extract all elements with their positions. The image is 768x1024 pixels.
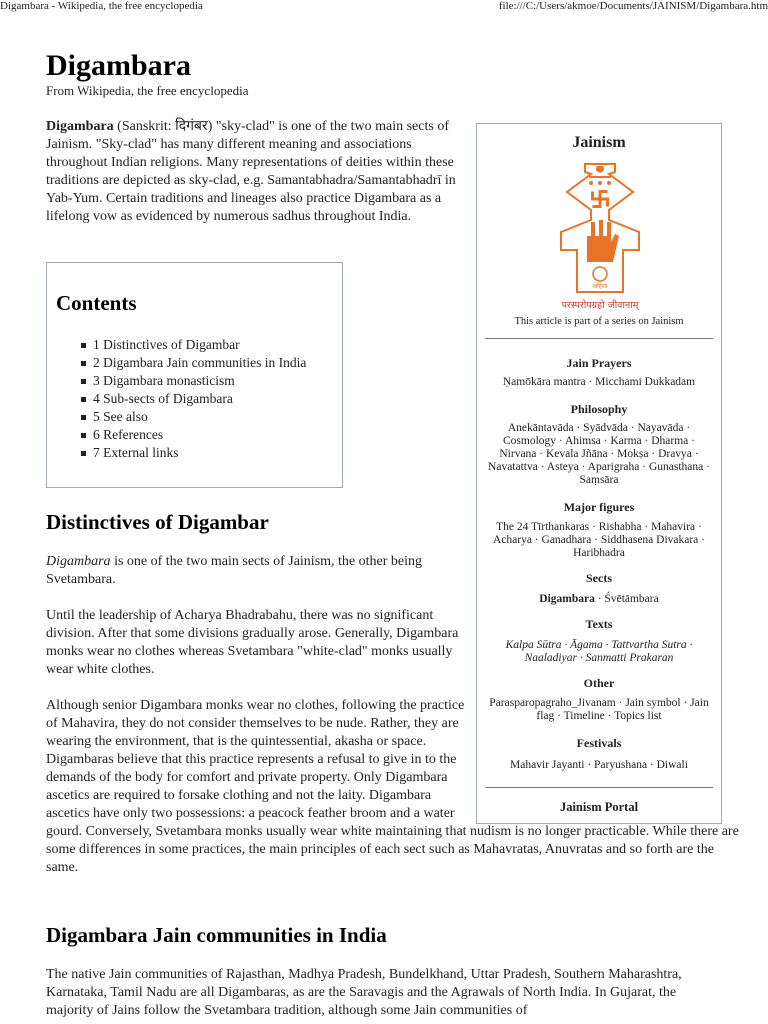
svg-text:अहिंसा: अहिंसा xyxy=(592,283,608,290)
intro-paragraph xyxy=(46,118,458,226)
distinctives-p3-wide: gourd. Conversely, Svetambara monks usually wear white maintaining that nudism is no longer practicable. While there are some differences in some practices, the main principles of each sect such as Mahavratas, Anuvratas and so forth are the same. xyxy=(46,824,739,875)
toc-item[interactable] xyxy=(81,354,306,372)
toc-item[interactable] xyxy=(81,426,306,444)
infobox-heading: Festivals xyxy=(576,736,622,750)
emblem-motto: परस्परोपग्रहो जीवानाम् xyxy=(561,300,639,311)
intro-bold-term: Digambara xyxy=(46,119,114,134)
print-header-url: file:///C:/Users/akmoe/Documents/JAINISM/Digambara.htm xyxy=(498,0,768,12)
infobox-current-sect: Digambara xyxy=(539,593,595,605)
section-heading-distinctives: Distinctives of Digambar xyxy=(46,510,269,534)
infobox-heading: Major figures xyxy=(563,500,635,514)
infobox-section-major-figures xyxy=(485,501,713,560)
infobox-section-philosophy xyxy=(485,403,713,487)
infobox-title: Jainism xyxy=(572,134,626,151)
toc-item[interactable] xyxy=(81,336,306,354)
toc-item[interactable] xyxy=(81,390,306,408)
infobox-links[interactable] xyxy=(485,593,713,606)
infobox-section-sects xyxy=(485,572,713,606)
toc-link-subsects[interactable]: 4 Sub-sects of Digambara xyxy=(93,391,233,406)
print-header-title: Digambara - Wikipedia, the free encyclopedia xyxy=(0,0,203,12)
infobox-heading: Sects xyxy=(586,571,612,585)
print-header xyxy=(0,0,768,16)
toc-item[interactable] xyxy=(81,444,306,462)
toc-item[interactable] xyxy=(81,408,306,426)
distinctives-paragraph-1 xyxy=(46,553,466,589)
infobox-links[interactable]: The 24 Tīrthankaras · Rishabha · Mahavira · Acharya · Ganadhara · Siddhasena Divakara · Haribhadra xyxy=(492,521,705,559)
toc-list xyxy=(81,336,306,462)
jainism-series-infobox xyxy=(476,123,722,824)
infobox-caption: This article is part of a series on Jainism xyxy=(514,316,684,327)
infobox-links[interactable]: Parasparopagraho_Jivanam · Jain symbol · Jain flag · Timeline · Topics list xyxy=(489,697,709,722)
distinctives-p1-text: is one of the two main sects of Jainism, the other being Svetambara. xyxy=(46,554,423,587)
infobox-links[interactable] xyxy=(485,639,713,665)
toc-link-references[interactable]: 6 References xyxy=(93,427,164,442)
infobox-heading: Jain Prayers xyxy=(566,356,632,370)
intro-text: (Sanskrit: दिगंबर) "sky-clad" is one of the two main sects of Jainism. "Sky-clad" has many different meaning and associations throughout Indian religions. Many representations of deities within these traditions are depicted as sky-clad, e.g. Samantabhadra/Samantabhadrī in Yab-Yum. Certain traditions and lineages also practice Digambara as a lifelong vow as evidenced by numerous sadhus throughout India. xyxy=(46,119,456,224)
page-title: Digambara xyxy=(46,49,191,82)
distinctives-p3-narrow: Although senior Digambara monks wear no clothes, following the practice of Mahavira, they do not consider themselves to be nude. Rather, they are wearing the environment, that is the quintessential, akasha or space. Digambaras believe that this practice represents a refusal to give in to the demands of the body for comfort and private property. Only Digambara ascetics are required to forsake clothing and not the laity. Digambara ascetics have only two possessions: a peacock feather broom and a water xyxy=(46,698,465,821)
infobox-divider xyxy=(485,787,713,788)
toc-link-external-links[interactable]: 7 External links xyxy=(93,445,179,460)
tagline: From Wikipedia, the free encyclopedia xyxy=(46,83,249,98)
infobox-links[interactable]: Mahavir Jayanti · Paryushana · Diwali xyxy=(510,759,688,771)
infobox-heading: Philosophy xyxy=(570,402,628,416)
toc-link-see-also[interactable]: 5 See also xyxy=(93,409,148,424)
table-of-contents xyxy=(46,262,343,488)
infobox-links[interactable]: Ṇamōkāra mantra · Micchami Dukkadam xyxy=(502,376,696,388)
infobox-portal-link[interactable]: Jainism Portal xyxy=(559,800,639,814)
infobox-divider xyxy=(485,338,713,339)
infobox-heading: Texts xyxy=(585,617,613,631)
toc-title: Contents xyxy=(56,291,137,315)
toc-link-distinctives[interactable]: 1 Distinctives of Digambar xyxy=(93,337,240,352)
infobox-links[interactable]: Anekāntavāda · Syādvāda · Nayavāda · Cosmology · Ahimsa · Karma · Dharma · Nirvana · Kevala Jñāna · Mokṣa · Dravya · Navatattva · Asteya · Aparigraha · Gunasthana · Saṃsāra xyxy=(488,422,710,486)
jain-emblem-icon xyxy=(539,162,661,430)
communities-paragraph-1: The native Jain communities of Rajasthan, Madhya Pradesh, Bundelkhand, Uttar Pradesh, Southern Maharashtra, Karnataka, Tamil Nadu are all Digambaras, as are the Saravagis and the Agrawals of North India. In Gujarat, the majority of Jains follow the Svetambara tradition, although some Jain communities of xyxy=(46,967,682,1018)
section-heading-communities: Digambara Jain communities in India xyxy=(46,923,387,947)
infobox-sect-link[interactable]: · Śvētāmbara xyxy=(594,593,659,605)
infobox-section-festivals xyxy=(485,737,713,772)
infobox-section-prayers xyxy=(485,357,713,389)
toc-link-communities[interactable]: 2 Digambara Jain communities in India xyxy=(93,355,307,370)
toc-link-monasticism[interactable]: 3 Digambara monasticism xyxy=(93,373,235,388)
infobox-text-links[interactable]: Kalpa Sūtra · Āgama · Tattvartha Sutra · Naaladiyar · Sanmatti Prakaran xyxy=(505,639,693,664)
infobox-section-texts xyxy=(485,618,713,665)
distinctives-paragraph-2: Until the leadership of Acharya Bhadrabahu, there was no significant division. After that some divisions gradually arose. Generally, Digambara monks wear no clothes whereas Svetambara "white-clad" monks usually wear white clothes. xyxy=(46,608,459,677)
infobox-section-other xyxy=(485,677,713,723)
toc-item[interactable] xyxy=(81,372,306,390)
distinctives-italic-term: Digambara xyxy=(46,554,111,569)
infobox-heading: Other xyxy=(583,676,615,690)
